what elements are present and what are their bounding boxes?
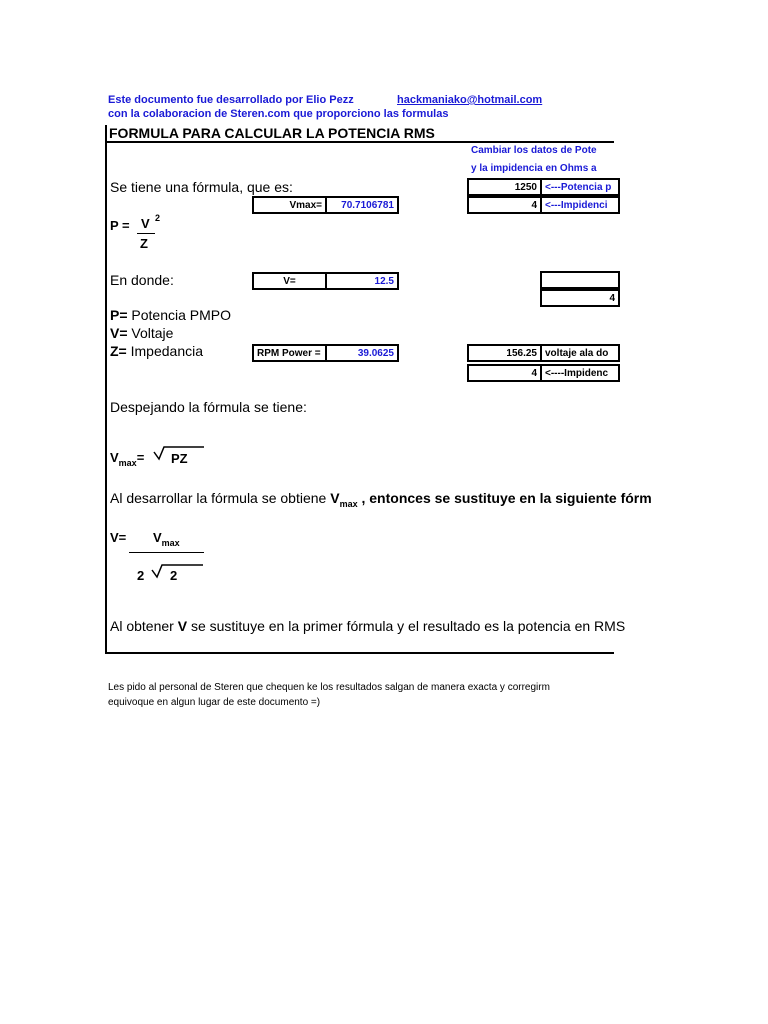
power-input-cell[interactable]: 1250 <box>467 178 542 196</box>
mid-empty-cell <box>540 271 620 289</box>
en-donde-label: En donde: <box>110 272 174 288</box>
voltage-input-label: voltaje ala do <box>540 344 620 362</box>
desarrollar-text: Al desarrollar la fórmula se obtiene $V_{max}$ , entonces se sustituye en la siguiente fórm <box>110 490 652 509</box>
despejando-text: Despejando la fórmula se tiene: <box>110 399 307 415</box>
formula-v-den-radicand: 2 <box>170 568 178 583</box>
rpm-power-value-cell[interactable]: 39.0625 <box>325 344 399 362</box>
formula-p-lhs: P = <box>110 218 130 233</box>
rpm-power-label-cell: RPM Power = <box>252 344 327 362</box>
collaboration-credit: con la colaboracion de Steren.com que proporciono las formulas <box>108 108 449 120</box>
vmax-radicand: PZ <box>171 451 188 466</box>
v-sqrt-symbol <box>151 561 211 585</box>
impedance-input-cell[interactable]: 4 <box>467 196 542 214</box>
vmax-value-cell[interactable]: 70.7106781 <box>325 196 399 214</box>
sheet-title: FORMULA PARA CALCULAR LA POTENCIA RMS <box>109 125 435 141</box>
author-credit: Este documento fue desarrollado por Elio Pezz <box>108 94 354 106</box>
v-value-cell[interactable]: 12.5 <box>325 272 399 290</box>
voltage-input-cell[interactable]: 156.25 <box>467 344 542 362</box>
author-email-link[interactable]: hackmaniako@hotmail.com <box>397 94 543 106</box>
formula-v-den-coef: 2 <box>137 568 145 583</box>
impedance2-input-label: <----Impidenc <box>540 364 620 382</box>
mid-value-cell[interactable]: 4 <box>540 289 620 307</box>
obtener-text: Al obtener V se sustituye en la primer fórmula y el resultado es la potencia en RMS <box>110 618 626 634</box>
formula-v-numerator: $V_{max}$ <box>153 530 180 548</box>
vmax-label-cell: Vmax= <box>252 196 327 214</box>
formula-p-exponent: 2 <box>155 213 161 223</box>
impedance2-input-cell[interactable]: 4 <box>467 364 542 382</box>
title-divider <box>107 141 614 143</box>
intro-text: Se tiene una fórmula, que es: <box>110 179 293 195</box>
formula-p-fraction-bar <box>137 233 155 234</box>
legend-voltaje: V= Voltaje <box>110 325 174 341</box>
instructions-line-1: Cambiar los datos de Pote <box>471 145 597 156</box>
formula-v-lhs: V= <box>110 530 127 545</box>
formula-p-numerator: V <box>141 216 150 231</box>
v-label-cell: V= <box>252 272 327 290</box>
formula-sheet <box>105 125 652 654</box>
power-input-label: <---Potencia p <box>540 178 620 196</box>
vmax-sqrt-symbol <box>153 443 253 467</box>
footer-note-line-2: equivoque en algun lugar de este documento =) <box>108 697 321 708</box>
footer-note-line-1: Les pido al personal de Steren que chequen ke los resultados salgan de manera exacta y corregirm <box>108 682 550 693</box>
impedance-input-label: <---Impidenci <box>540 196 620 214</box>
instructions-line-2: y la impidencia en Ohms a <box>471 163 597 174</box>
formula-vmax: $V_{max}=$ <box>110 450 145 468</box>
formula-p-denominator: Z <box>140 236 148 251</box>
legend-impedancia: Z= Impedancia <box>110 343 204 359</box>
formula-v-fraction-bar <box>129 552 204 553</box>
legend-potencia: P= Potencia PMPO <box>110 307 232 323</box>
